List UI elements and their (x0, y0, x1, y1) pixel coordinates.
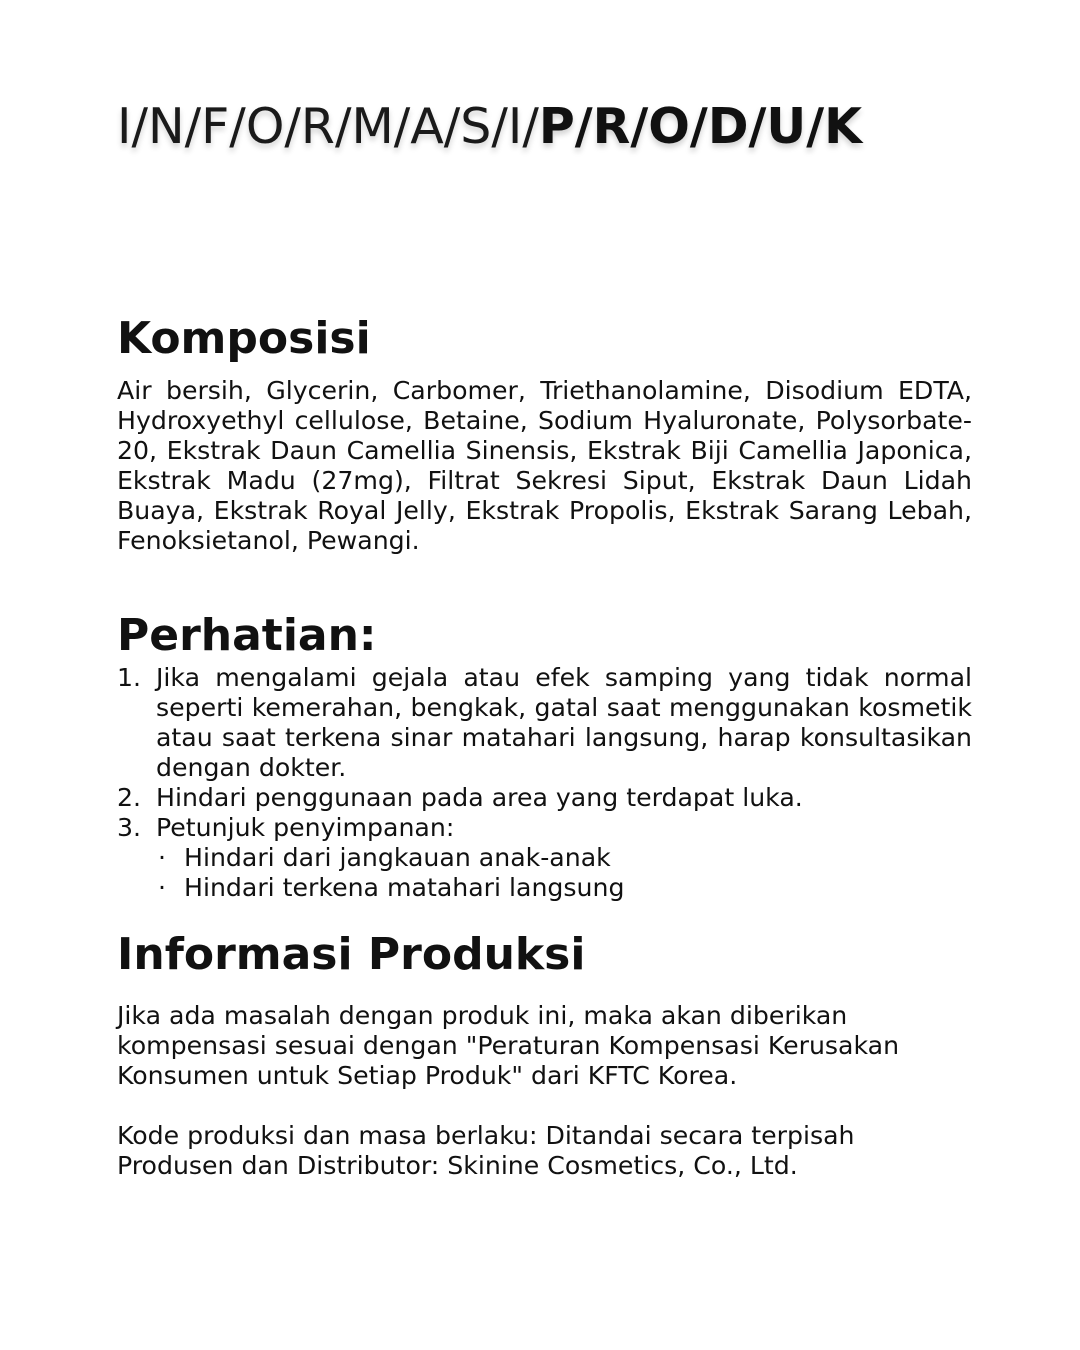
informasi-line: Konsumen untuk Setiap Produk" dari KFTC Korea. (117, 1061, 738, 1090)
page-title-light: I/N/F/O/R/M/A/S/I/ (117, 98, 539, 155)
list-item (117, 813, 972, 903)
sublist-item-text: Hindari dari jangkauan anak-anak (184, 843, 611, 872)
produsen-text: Produsen dan Distributor: Skinine Cosmetics, Co., Ltd. (117, 1151, 798, 1180)
informasi-line: Jika ada masalah dengan produk ini, maka akan diberikan (117, 1001, 848, 1030)
kode-produksi-text: Kode produksi dan masa berlaku: Ditandai secara terpisah (117, 1121, 855, 1150)
bullet-icon: · (158, 873, 167, 902)
sublist-item-text: Hindari terkena matahari langsung (184, 873, 625, 902)
storage-sublist (156, 843, 972, 903)
sublist-item (156, 843, 972, 873)
production-details (117, 1121, 855, 1181)
informasi-text (117, 1001, 899, 1091)
list-item (117, 783, 972, 813)
list-item (117, 663, 972, 783)
informasi-line: kompensasi sesuai dengan "Peraturan Kompensasi Kerusakan (117, 1031, 900, 1060)
perhatian-heading: Perhatian: (117, 610, 377, 661)
page-title-bold-highlighted: P/R/O/D/U/K (539, 92, 862, 162)
komposisi-heading: Komposisi (117, 313, 371, 364)
list-item-number: 2. (117, 783, 142, 812)
list-item-number: 3. (117, 813, 142, 842)
informasi-heading: Informasi Produksi (117, 929, 586, 980)
page-title (117, 92, 862, 162)
list-item-text: Hindari penggunaan pada area yang terdapat luka. (156, 783, 803, 812)
komposisi-text: Air bersih, Glycerin, Carbomer, Triethanolamine, Disodium EDTA, Hydroxyethyl cellulose, Betaine, Sodium Hyaluronate, Polysorbate-20, Ekstrak Daun Camellia Sinensis, Ekstrak Biji Camellia Japonica, Ekstrak Madu (27mg), Filtrat Sekresi Siput, Ekstrak Daun Lidah Buaya, Ekstrak Royal Jelly, Ekstrak Propolis, Ekstrak Sarang Lebah, Fenoksietanol, Pewangi. (117, 376, 972, 555)
list-item-text: Jika mengalami gejala atau efek samping yang tidak normal seperti kemerahan, bengkak, gatal saat menggunakan kosmetik atau saat terkena sinar matahari langsung, harap konsultasikan dengan dokter. (156, 663, 972, 782)
sublist-item (156, 873, 972, 903)
list-item-text: Petunjuk penyimpanan: (156, 813, 455, 842)
bullet-icon: · (158, 843, 167, 872)
list-item-number: 1. (117, 663, 142, 692)
perhatian-list (117, 663, 972, 903)
